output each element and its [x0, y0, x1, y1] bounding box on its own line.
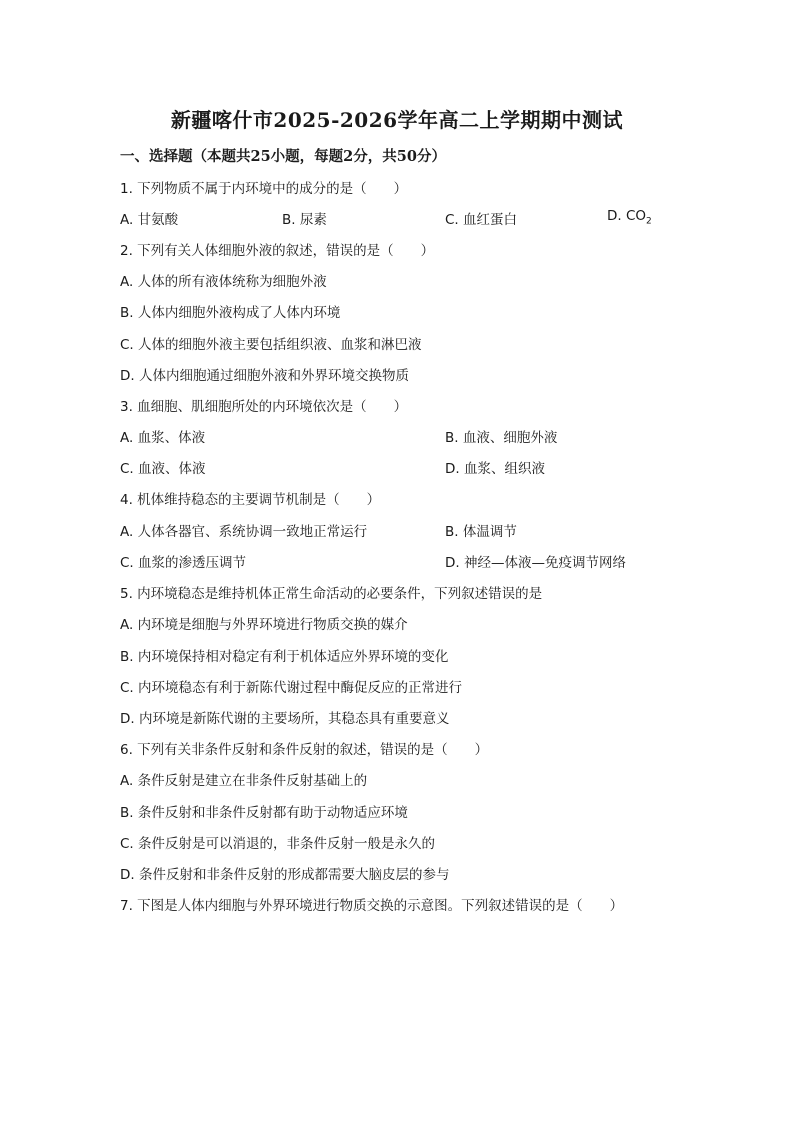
- question-2-option-a: A. 人体的所有液体统称为细胞外液: [120, 274, 327, 290]
- question-2-option-c: C. 人体的细胞外液主要包括组织液、血浆和淋巴液: [120, 337, 422, 353]
- question-1-option-d: [607, 208, 652, 227]
- question-2-option-b: B. 人体内细胞外液构成了人体内环境: [120, 305, 341, 321]
- question-7-stem: 7. 下图是人体内细胞与外界环境进行物质交换的示意图。下列叙述错误的是（ ）: [120, 898, 624, 914]
- question-4-option-b: B. 体温调节: [445, 524, 517, 540]
- question-5-option-a: A. 内环境是细胞与外界环境进行物质交换的媒介: [120, 617, 408, 633]
- question-3-option-a: A. 血浆、体液: [120, 430, 206, 446]
- question-4-option-a: A. 人体各器官、系统协调一致地正常运行: [120, 524, 368, 540]
- question-3-option-c: C. 血液、体液: [120, 461, 206, 477]
- option-d-text: D. CO: [607, 208, 647, 224]
- question-3-stem: 3. 血细胞、肌细胞所处的内环境依次是（ ）: [120, 399, 408, 415]
- question-6-option-b: B. 条件反射和非条件反射都有助于动物适应环境: [120, 805, 408, 821]
- question-4-stem: 4. 机体维持稳态的主要调节机制是（ ）: [120, 492, 381, 508]
- page-title: 新疆喀什市2025-2026学年高二上学期期中测试: [170, 108, 624, 132]
- question-6-option-d: D. 条件反射和非条件反射的形成都需要大脑皮层的参与: [120, 867, 450, 883]
- question-5-option-c: C. 内环境稳态有利于新陈代谢过程中酶促反应的正常进行: [120, 680, 463, 696]
- question-2-stem: 2. 下列有关人体细胞外液的叙述，错误的是（ ）: [120, 243, 435, 259]
- question-4-option-c: C. 血浆的渗透压调节: [120, 555, 247, 571]
- question-2-option-d: D. 人体内细胞通过细胞外液和外界环境交换物质: [120, 368, 409, 384]
- question-4-option-d: D. 神经—体液—免疫调节网络: [445, 555, 626, 571]
- question-1-option-c: C. 血红蛋白: [445, 212, 518, 228]
- question-6-stem: 6. 下列有关非条件反射和条件反射的叙述，错误的是（ ）: [120, 742, 489, 758]
- question-6-option-c: C. 条件反射是可以消退的，非条件反射一般是永久的: [120, 836, 436, 852]
- section-heading: 一、选择题（本题共25小题，每题2分，共50分）: [120, 148, 446, 165]
- question-1-option-a: A. 甘氨酸: [120, 212, 179, 228]
- subscript-2: 2: [646, 216, 652, 227]
- question-5-stem: 5. 内环境稳态是维持机体正常生命活动的必要条件，下列叙述错误的是: [120, 586, 543, 602]
- question-3-option-d: D. 血浆、组织液: [445, 461, 545, 477]
- question-3-option-b: B. 血液、细胞外液: [445, 430, 558, 446]
- question-6-option-a: A. 条件反射是建立在非条件反射基础上的: [120, 773, 368, 789]
- question-1-stem: 1. 下列物质不属于内环境中的成分的是（ ）: [120, 181, 408, 197]
- question-5-option-b: B. 内环境保持相对稳定有利于机体适应外界环境的变化: [120, 649, 449, 665]
- question-5-option-d: D. 内环境是新陈代谢的主要场所，其稳态具有重要意义: [120, 711, 450, 727]
- question-1-option-b: B. 尿素: [282, 212, 327, 228]
